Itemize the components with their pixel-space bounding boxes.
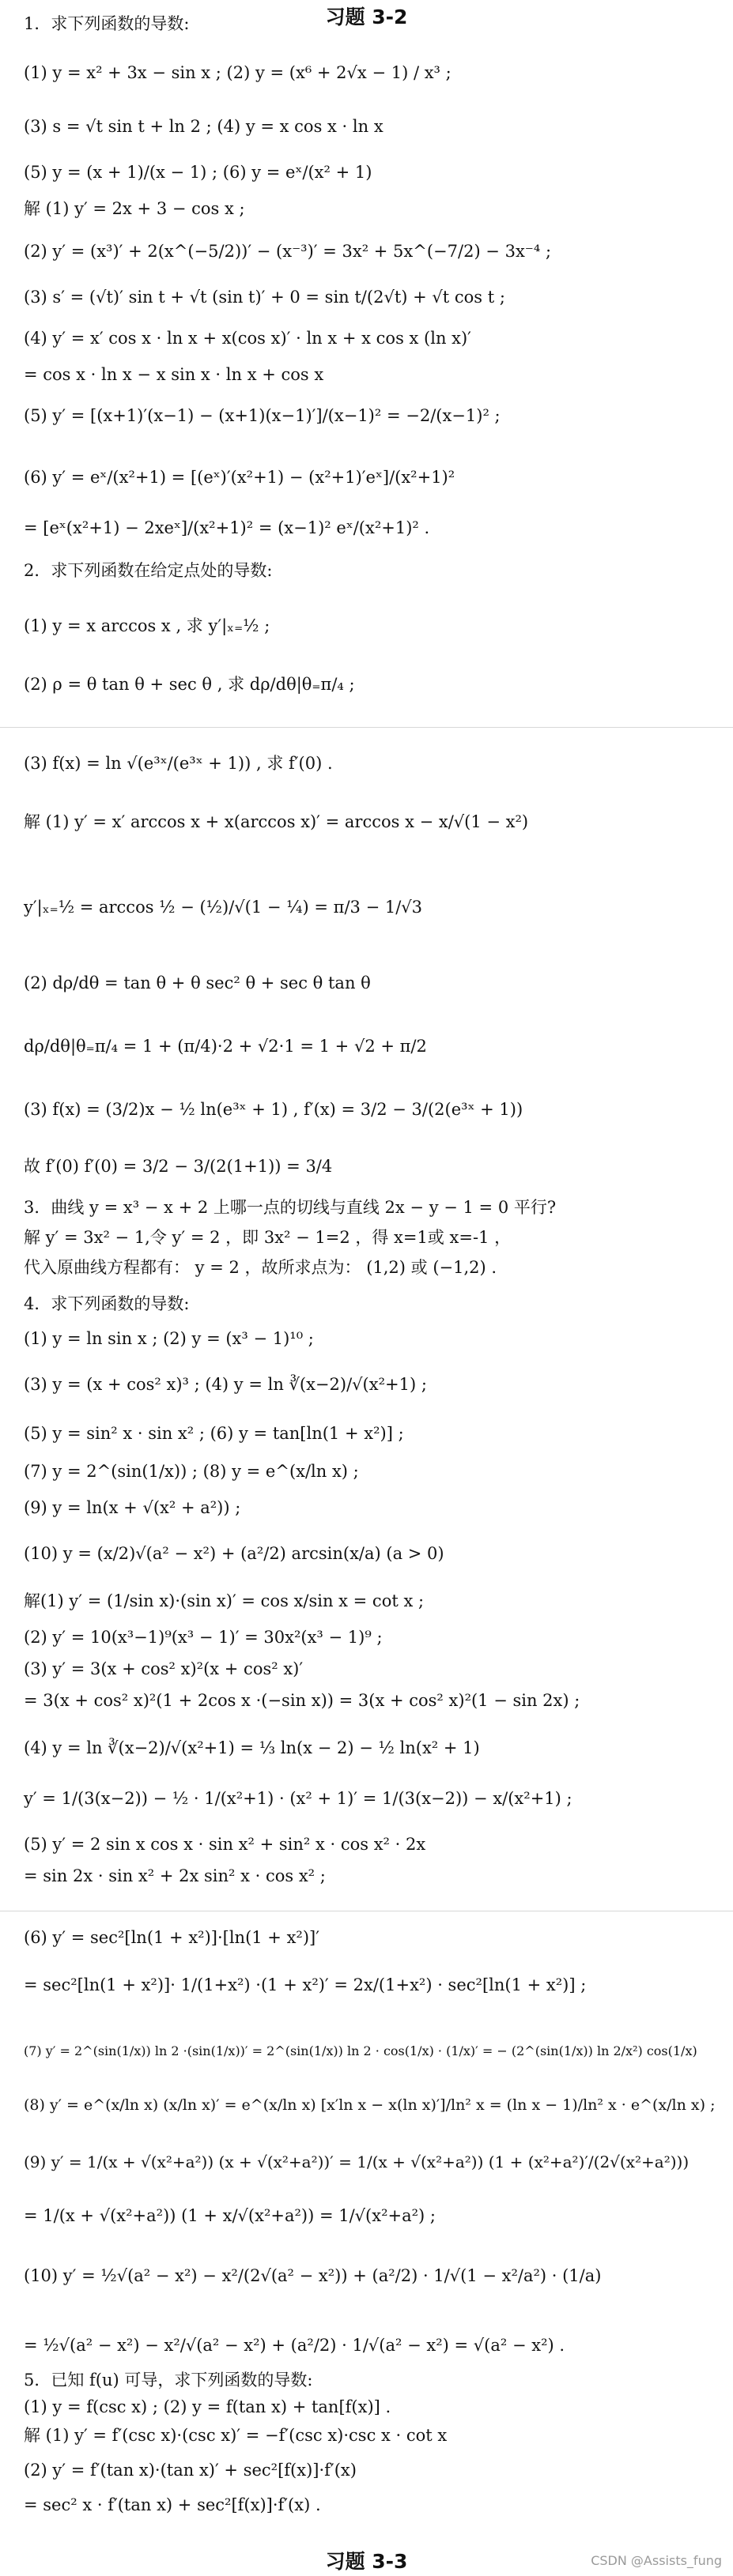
text-line: (5) y = sin² x · sin x² ; (6) y = tan[ln(1 + x²)] ; — [24, 1424, 404, 1443]
text-line: (4) y = ln ∛(x−2)/√(x²+1) = ⅓ ln(x − 2) − ½ ln(x² + 1) — [24, 1738, 480, 1757]
text-line: (9) y′ = 1/(x + √(x²+a²)) (x + √(x²+a²))′ = 1/(x + √(x²+a²)) (1 + (x²+a²)′/(2√(x²+a²))) — [24, 2152, 690, 2171]
text-line: (9) y = ln(x + √(x² + a²)) ; — [24, 1498, 241, 1517]
text-line: (10) y = (x/2)√(a² − x²) + (a²/2) arcsin(x/a) (a > 0) — [24, 1544, 444, 1563]
text-line: (5) y′ = 2 sin x cos x · sin x² + sin² x · cos x² · 2x — [24, 1835, 426, 1854]
text-line: (2) ρ = θ tan θ + sec θ , 求 dρ/dθ|θ₌π/₄ ; — [24, 675, 355, 694]
text-line: 解 (1) y′ = 2x + 3 − cos x ; — [24, 199, 245, 218]
watermark: CSDN @Assists_fung — [591, 2553, 722, 2568]
text-line: (7) y′ = 2^(sin(1/x)) ln 2 ·(sin(1/x))′ = 2^(sin(1/x)) ln 2 · cos(1/x) · (1/x)′ = − (2^(sin(1/x)) ln 2/x²) cos(1/x) — [24, 2043, 697, 2058]
text-line: (3) s′ = (√t)′ sin t + √t (sin t)′ + 0 = sin t/(2√t) + √t cos t ; — [24, 288, 505, 307]
text-line: (2) y′ = (x³)′ + 2(x^(−5/2))′ − (x⁻³)′ = 3x² + 5x^(−7/2) − 3x⁻⁴ ; — [24, 242, 552, 261]
text-line: 1．求下列函数的导数: — [24, 14, 190, 33]
text-line: dρ/dθ|θ₌π/₄ = 1 + (π/4)·2 + √2·1 = 1 + √2 + π/2 — [24, 1037, 427, 1056]
text-line: (8) y′ = e^(x/ln x) (x/ln x)′ = e^(x/ln x) [x′ln x − x(ln x)′]/ln² x = (ln x − 1)/ln² x · e^(x/ln x) ; — [24, 2096, 716, 2114]
text-line: (3) f(x) = ln √(e³ˣ/(e³ˣ + 1)) , 求 f′(0) . — [24, 754, 333, 773]
text-line: (5) y = (x + 1)/(x − 1) ; (6) y = eˣ/(x² + 1) — [24, 163, 372, 182]
text-line: 解(1) y′ = (1/sin x)·(sin x)′ = cos x/sin x = cot x ; — [24, 1591, 425, 1610]
text-line: (2) dρ/dθ = tan θ + θ sec² θ + sec θ tan θ — [24, 974, 371, 992]
text-line: = sec² x · f′(tan x) + sec²[f(x)]·f′(x) . — [24, 2495, 321, 2514]
text-line: (3) y = (x + cos² x)³ ; (4) y = ln ∛(x−2)/√(x²+1) ; — [24, 1375, 427, 1394]
text-line: (7) y = 2^(sin(1/x)) ; (8) y = e^(x/ln x) ; — [24, 1462, 359, 1481]
page-divider — [0, 727, 733, 728]
text-line: 代入原曲线方程都有： y = 2 ，故所求点为： (1,2) 或 (−1,2) . — [24, 1258, 497, 1277]
text-line: 4．求下列函数的导数: — [24, 1294, 190, 1313]
text-line: (2) y′ = 10(x³−1)⁹(x³ − 1)′ = 30x²(x³ − 1)⁹ ; — [24, 1628, 383, 1647]
text-line: = cos x · ln x − x sin x · ln x + cos x — [24, 365, 324, 384]
text-line: (3) y′ = 3(x + cos² x)²(x + cos² x)′ — [24, 1659, 304, 1678]
text-line: 解 y′ = 3x² − 1,令 y′ = 2 ，即 3x² − 1=2 ，得 x=1或 x=-1 ， — [24, 1228, 512, 1247]
text-line: 故 f′(0) f′(0) = 3/2 − 3/(2(1+1)) = 3/4 — [24, 1157, 333, 1176]
text-line: (3) s = √t sin t + ln 2 ; (4) y = x cos x · ln x — [24, 117, 384, 136]
section-title-bottom: 习题 3-3 — [325, 2550, 408, 2573]
text-line: = 1/(x + √(x²+a²)) (1 + x/√(x²+a²)) = 1/√(x²+a²) ; — [24, 2206, 436, 2225]
text-line: (6) y′ = sec²[ln(1 + x²)]·[ln(1 + x²)]′ — [24, 1928, 319, 1947]
text-line: 3．曲线 y = x³ − x + 2 上哪一点的切线与直线 2x − y − 1 = 0 平行? — [24, 1198, 557, 1217]
text-line: 解 (1) y′ = f′(csc x)·(csc x)′ = −f′(csc x)·csc x · cot x — [24, 2426, 448, 2445]
text-line: (1) y = x² + 3x − sin x ; (2) y = (x⁶ + 2√x − 1) / x³ ; — [24, 63, 452, 82]
text-line: (2) y′ = f′(tan x)·(tan x)′ + sec²[f(x)]·f′(x) — [24, 2461, 357, 2480]
section-title-top: 习题 3-2 — [325, 6, 408, 28]
text-line: (3) f(x) = (3/2)x − ½ ln(e³ˣ + 1) , f′(x) = 3/2 − 3/(2(e³ˣ + 1)) — [24, 1100, 523, 1119]
text-line: 解 (1) y′ = x′ arccos x + x(arccos x)′ = arccos x − x/√(1 − x²) — [24, 812, 529, 831]
text-line: (1) y = x arccos x , 求 y′|ₓ₌½ ; — [24, 616, 270, 635]
text-line: 5．已知 f(u) 可导，求下列函数的导数: — [24, 2371, 313, 2390]
text-line: 2．求下列函数在给定点处的导数: — [24, 561, 273, 580]
text-line: = sin 2x · sin x² + 2x sin² x · cos x² ; — [24, 1866, 326, 1885]
text-line: y′ = 1/(3(x−2)) − ½ · 1/(x²+1) · (x² + 1)′ = 1/(3(x−2)) − x/(x²+1) ; — [24, 1789, 572, 1808]
text-line: = sec²[ln(1 + x²)]· 1/(1+x²) ·(1 + x²)′ = 2x/(1+x²) · sec²[ln(1 + x²)] ; — [24, 1975, 587, 1994]
text-line: y′|ₓ₌½ = arccos ½ − (½)/√(1 − ¼) = π/3 − 1/√3 — [24, 898, 423, 917]
text-line: = [eˣ(x²+1) − 2xeˣ]/(x²+1)² = (x−1)² eˣ/(x²+1)² . — [24, 518, 430, 537]
text-line: (1) y = f(csc x) ; (2) y = f(tan x) + tan[f(x)] . — [24, 2397, 391, 2416]
text-line: = ½√(a² − x²) − x²/√(a² − x²) + (a²/2) · 1/√(a² − x²) = √(a² − x²) . — [24, 2336, 565, 2355]
text-line: (10) y′ = ½√(a² − x²) − x²/(2√(a² − x²)) + (a²/2) · 1/√(1 − x²/a²) · (1/a) — [24, 2266, 602, 2285]
text-line: (4) y′ = x′ cos x · ln x + x(cos x)′ · ln x + x cos x (ln x)′ — [24, 329, 471, 348]
text-line: = 3(x + cos² x)²(1 + 2cos x ·(−sin x)) = 3(x + cos² x)²(1 − sin 2x) ; — [24, 1691, 580, 1710]
text-line: (1) y = ln sin x ; (2) y = (x³ − 1)¹⁰ ; — [24, 1329, 314, 1348]
text-line: (5) y′ = [(x+1)′(x−1) − (x+1)(x−1)′]/(x−1)² = −2/(x−1)² ; — [24, 406, 501, 425]
text-line: (6) y′ = eˣ/(x²+1) = [(eˣ)′(x²+1) − (x²+1)′eˣ]/(x²+1)² — [24, 468, 455, 487]
